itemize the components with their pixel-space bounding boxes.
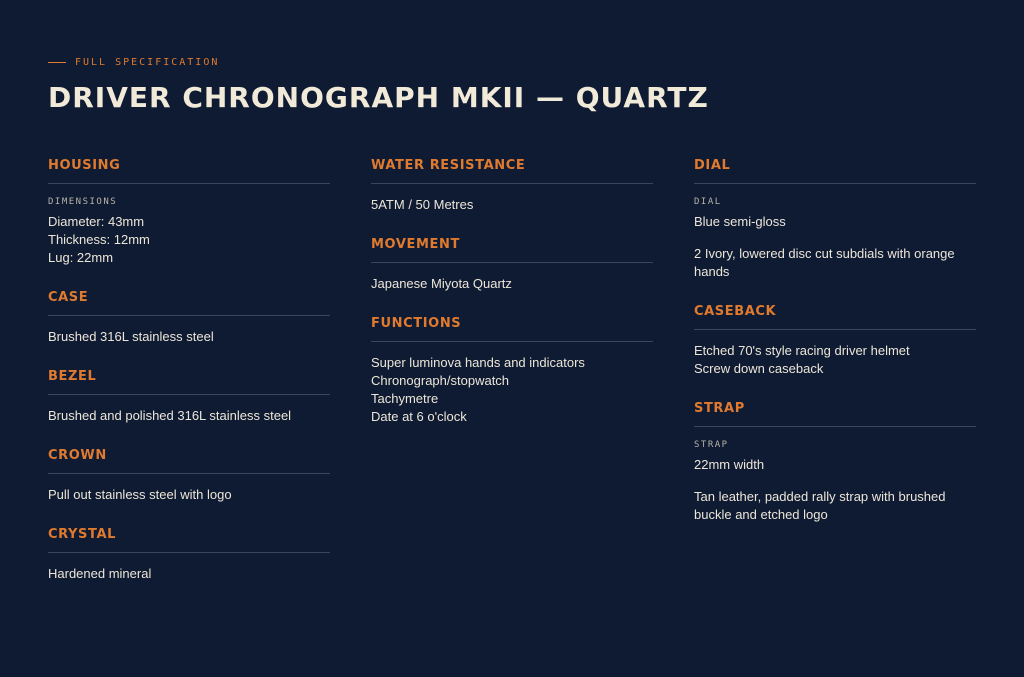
spec-value: Lug: 22mm bbox=[48, 250, 114, 265]
spec-paragraph bbox=[48, 213, 330, 267]
section-heading: STRAP bbox=[694, 401, 976, 427]
spec-paragraph bbox=[48, 407, 330, 425]
spec-column bbox=[371, 158, 653, 606]
section-body bbox=[48, 474, 330, 504]
spec-paragraph bbox=[694, 456, 976, 474]
spec-paragraph bbox=[694, 342, 976, 378]
section-heading: BEZEL bbox=[48, 369, 330, 395]
spec-paragraph bbox=[694, 488, 976, 524]
spec-value: Super luminova hands and indicators bbox=[371, 355, 585, 370]
spec-section-housing bbox=[48, 158, 330, 267]
spec-column bbox=[48, 158, 330, 606]
section-heading: FUNCTIONS bbox=[371, 316, 653, 342]
section-heading: WATER RESISTANCE bbox=[371, 158, 653, 184]
spec-section-movement bbox=[371, 237, 653, 293]
spec-section-case bbox=[48, 290, 330, 346]
spec-value: Etched 70's style racing driver helmet bbox=[694, 343, 910, 358]
spec-section-strap bbox=[694, 401, 976, 524]
section-body bbox=[371, 184, 653, 214]
section-heading: MOVEMENT bbox=[371, 237, 653, 263]
spec-paragraph bbox=[48, 565, 330, 583]
spec-section-crystal bbox=[48, 527, 330, 583]
section-sublabel: DIMENSIONS bbox=[48, 197, 118, 207]
section-body bbox=[694, 184, 976, 281]
section-body bbox=[371, 263, 653, 293]
spec-value: Hardened mineral bbox=[48, 566, 152, 581]
section-heading: CASE bbox=[48, 290, 330, 316]
spec-section-bezel bbox=[48, 369, 330, 425]
section-heading: CASEBACK bbox=[694, 304, 976, 330]
section-body bbox=[694, 427, 976, 524]
spec-value: Blue semi-gloss bbox=[694, 214, 786, 229]
spec-value: 2 Ivory, lowered disc cut subdials with orange hands bbox=[694, 246, 955, 279]
spec-paragraph bbox=[371, 275, 653, 293]
section-body bbox=[694, 330, 976, 378]
section-heading: DIAL bbox=[694, 158, 976, 184]
spec-paragraph bbox=[48, 328, 330, 346]
spec-value: Tan leather, padded rally strap with brushed buckle and etched logo bbox=[694, 489, 946, 522]
section-heading: CROWN bbox=[48, 448, 330, 474]
section-body bbox=[48, 184, 330, 267]
section-body bbox=[371, 342, 653, 426]
section-body bbox=[48, 316, 330, 346]
spec-value: 22mm width bbox=[694, 457, 765, 472]
spec-value: Brushed and polished 316L stainless steel bbox=[48, 408, 292, 423]
spec-section-dial bbox=[694, 158, 976, 281]
spec-value: Thickness: 12mm bbox=[48, 232, 150, 247]
section-body bbox=[48, 553, 330, 583]
section-heading: HOUSING bbox=[48, 158, 330, 184]
spec-value: Screw down caseback bbox=[694, 361, 824, 376]
spec-value: Pull out stainless steel with logo bbox=[48, 487, 232, 502]
spec-column bbox=[694, 158, 976, 606]
spec-value: Tachymetre bbox=[371, 391, 439, 406]
spec-section-caseback bbox=[694, 304, 976, 378]
spec-section-crown bbox=[48, 448, 330, 504]
spec-paragraph bbox=[48, 486, 330, 504]
spec-section-water-resistance bbox=[371, 158, 653, 214]
spec-paragraph bbox=[371, 354, 653, 426]
eyebrow-rule bbox=[48, 62, 66, 63]
spec-value: Japanese Miyota Quartz bbox=[371, 276, 512, 291]
page-title: DRIVER CHRONOGRAPH MKII — QUARTZ bbox=[48, 81, 709, 114]
section-sublabel: DIAL bbox=[694, 197, 722, 207]
spec-columns bbox=[48, 158, 976, 606]
spec-section-functions bbox=[371, 316, 653, 426]
spec-value: Date at 6 o'clock bbox=[371, 409, 467, 424]
spec-paragraph bbox=[694, 213, 976, 231]
spec-value: 5ATM / 50 Metres bbox=[371, 197, 474, 212]
spec-paragraph bbox=[694, 245, 976, 281]
spec-value: Brushed 316L stainless steel bbox=[48, 329, 214, 344]
section-body bbox=[48, 395, 330, 425]
spec-value: Chronograph/stopwatch bbox=[371, 373, 510, 388]
spec-page bbox=[48, 55, 976, 581]
eyebrow-label: FULL SPECIFICATION bbox=[75, 56, 220, 68]
section-sublabel: STRAP bbox=[694, 440, 729, 450]
section-heading: CRYSTAL bbox=[48, 527, 330, 553]
spec-paragraph bbox=[371, 196, 653, 214]
spec-value: Diameter: 43mm bbox=[48, 214, 145, 229]
eyebrow bbox=[48, 55, 976, 69]
